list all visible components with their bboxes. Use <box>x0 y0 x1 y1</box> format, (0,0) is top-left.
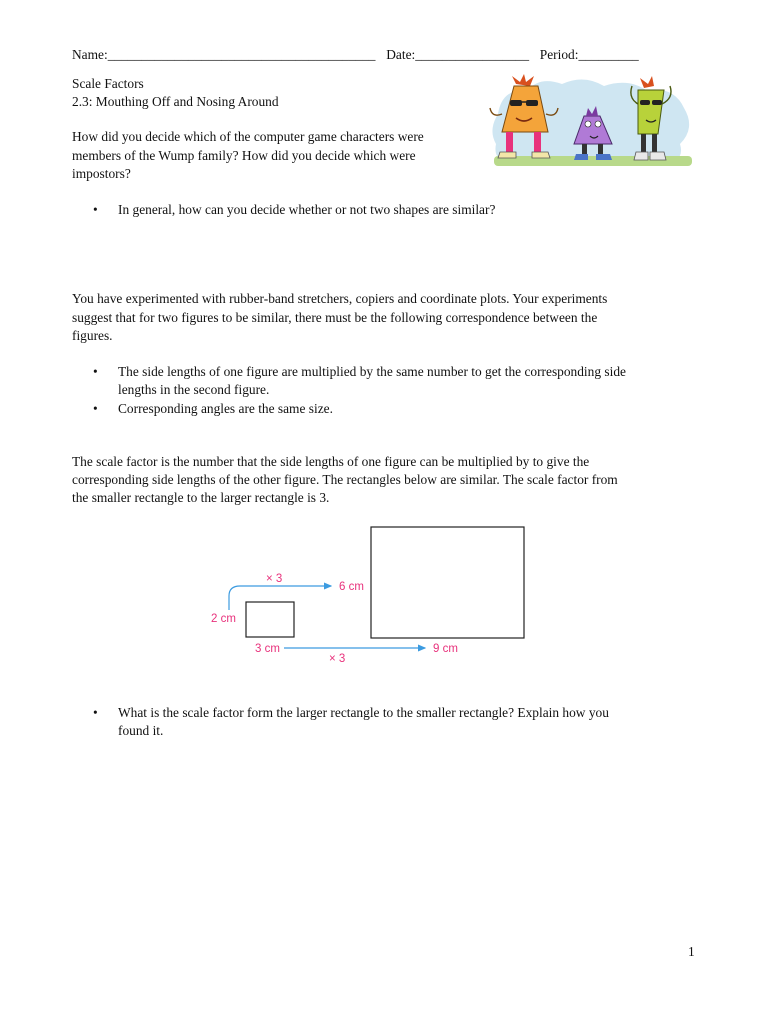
question-similar-shapes: In general, how can you decide whether or not two shapes are similar? <box>118 202 496 217</box>
period-field[interactable]: Period:_________ <box>539 47 639 62</box>
lesson-subtitle: 2.3: Mouthing Off and Nosing Around <box>72 94 279 109</box>
name-field[interactable]: Name:________________________________________ <box>72 47 376 62</box>
question-reverse-scale-line-2: found it. <box>118 723 164 738</box>
scale-factor-line-2: corresponding side lengths of the other figure. The rectangles below are similar. The scale factor from <box>72 472 618 487</box>
worksheet-title: Scale Factors <box>72 76 144 91</box>
small-rectangle <box>246 602 294 637</box>
date-field[interactable]: Date:_________________ <box>386 47 530 62</box>
similar-rectangles-diagram <box>200 520 540 670</box>
experiment-line-3: figures. <box>72 328 113 343</box>
wump-family-illustration <box>488 74 698 170</box>
correspondence-angles: Corresponding angles are the same size. <box>118 401 333 416</box>
small-width-label: 3 cm <box>255 643 280 655</box>
intro-line-1: How did you decide which of the computer game characters were <box>72 129 424 144</box>
scale-factor-line-1: The scale factor is the number that the side lengths of one figure can be multiplied by to give the <box>72 454 590 469</box>
large-rectangle <box>371 527 524 638</box>
intro-line-3: impostors? <box>72 166 131 181</box>
experiment-line-1: You have experimented with rubber-band stretchers, copiers and coordinate plots. Your experiments <box>72 291 608 306</box>
top-scale-arrow <box>229 586 331 610</box>
bullet-icon: • <box>93 705 98 720</box>
small-height-label: 2 cm <box>211 613 236 625</box>
correspondence-sides-line-1: The side lengths of one figure are multiplied by the same number to get the corresponding side <box>118 364 626 379</box>
bullet-icon: • <box>93 401 98 416</box>
scale-factor-line-3: the smaller rectangle to the larger rectangle is 3. <box>72 490 330 505</box>
intro-line-2: members of the Wump family? How did you decide which were <box>72 148 416 163</box>
bullet-icon: • <box>93 364 98 379</box>
page-number: 1 <box>688 944 695 959</box>
question-reverse-scale-line-1: What is the scale factor form the larger rectangle to the smaller rectangle? Explain how you <box>118 705 609 720</box>
top-result-label: 6 cm <box>339 581 364 593</box>
bottom-result-label: 9 cm <box>433 643 458 655</box>
top-multiplier-label: × 3 <box>266 573 283 585</box>
correspondence-sides-line-2: lengths in the second figure. <box>118 382 270 397</box>
experiment-line-2: suggest that for two figures to be similar, there must be the following correspondence between the <box>72 310 598 325</box>
bottom-multiplier-label: × 3 <box>329 653 346 665</box>
header-fields <box>72 46 639 64</box>
bullet-icon: • <box>93 202 98 217</box>
